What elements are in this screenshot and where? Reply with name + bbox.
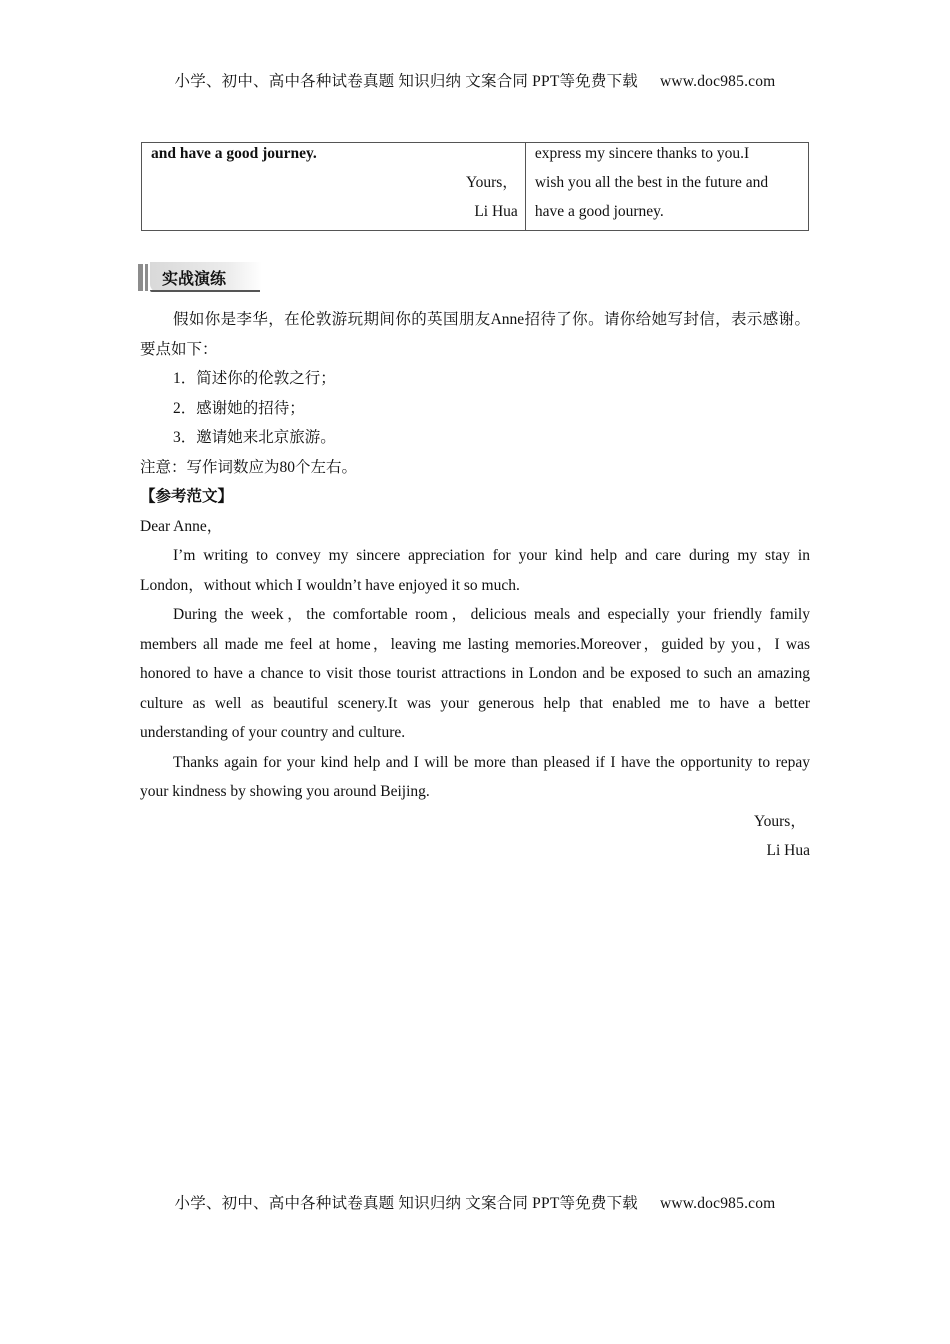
reference-heading: 【参考范文】 bbox=[140, 488, 234, 505]
letter-paragraph: I’m writing to convey my sincere appreciation for your kind help and care during my stay in London，without which I wouldn’t have enjoyed it so much. bbox=[140, 547, 810, 594]
table-left-line: and have a good journey. bbox=[151, 145, 317, 162]
main-content bbox=[140, 305, 810, 866]
section-title: 实战演练 bbox=[162, 269, 227, 288]
task-prompt: 假如你是李华，在伦敦游玩期间你的英国朋友Anne招待了你。请你给她写封信，表示感谢。要点如下： bbox=[140, 311, 810, 358]
letter-closing bbox=[140, 807, 810, 837]
banner-underline bbox=[150, 290, 260, 292]
table-left-line: Li Hua bbox=[474, 203, 518, 220]
letter-paragraph: Thanks again for your kind help and I will be more than pleased if I have the opportunity to repay your kindness by showing you around Beijing. bbox=[140, 753, 810, 800]
banner-bar-decoration bbox=[145, 264, 148, 291]
page-header bbox=[0, 69, 950, 91]
footer-site-link[interactable]: www.doc985.com bbox=[659, 1195, 776, 1212]
letter-greeting: Dear Anne， bbox=[140, 517, 223, 535]
section-banner bbox=[138, 262, 262, 292]
table-cell-left bbox=[142, 143, 526, 231]
header-site-link[interactable]: www.doc985.com bbox=[659, 73, 776, 90]
table-left-line: Yours， bbox=[465, 174, 518, 191]
letter-signature: Li Hua bbox=[766, 842, 810, 859]
task-point: 3．邀请她来北京旅游。 bbox=[173, 429, 336, 446]
table-right-line: have a good journey. bbox=[534, 203, 664, 220]
previous-answer-table bbox=[141, 142, 809, 231]
task-point: 1．简述你的伦敦之行； bbox=[173, 370, 336, 387]
letter-paragraph: During the week，the comfortable room，delicious meals and especially your friendly family members all made me feel at home，leaving me lasting memories.Moreover，guided by you，I was honored to have a chance to visit those tourist attractions in London and be exposed to such an amazing culture as well as beautiful scenery.It was your generous help that enabled me to have a better understanding of your country and culture. bbox=[140, 606, 810, 741]
task-note: 注意：写作词数应为80个左右。 bbox=[140, 458, 358, 476]
table-right-line: express my sincere thanks to you.I bbox=[534, 145, 750, 162]
closing-text: Yours， bbox=[754, 812, 806, 830]
banner-bar-decoration bbox=[138, 264, 143, 291]
header-text: 小学、初中、高中各种试卷真题 知识归纳 文案合同 PPT等免费下载 bbox=[174, 73, 638, 90]
footer-text: 小学、初中、高中各种试卷真题 知识归纳 文案合同 PPT等免费下载 bbox=[174, 1195, 638, 1212]
task-point: 2．感谢她的招待； bbox=[173, 399, 305, 417]
table-cell-right bbox=[525, 143, 808, 231]
page-footer bbox=[0, 1191, 950, 1213]
table-right-line: wish you all the best in the future and bbox=[534, 174, 769, 191]
